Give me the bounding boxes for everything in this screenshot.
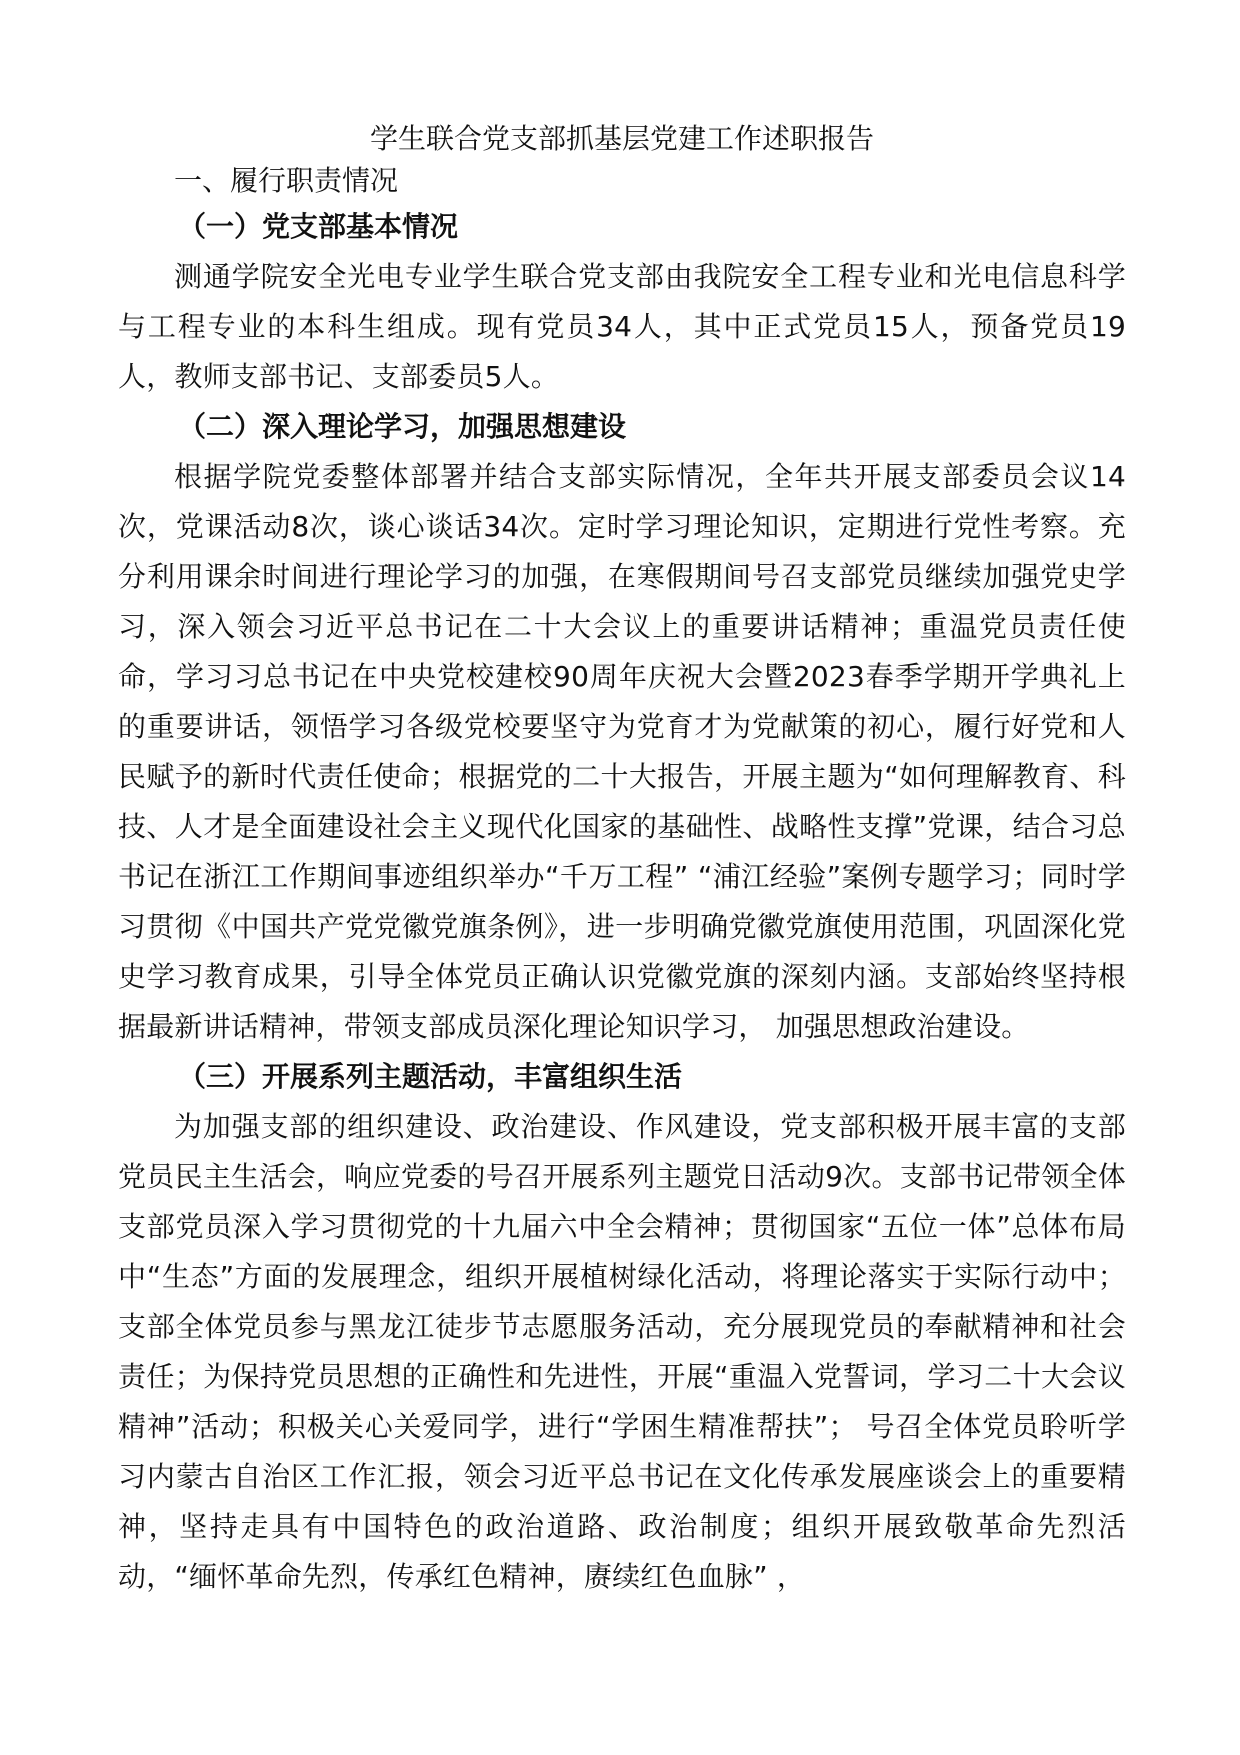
paragraph-2: 根据学院党委整体部署并结合支部实际情况，全年共开展支部委员会议14次，党课活动8次，谈心谈话34次。定时学习理论知识，定期进行党性考察。充分利用课余时间进行理论学习的加强，在寒假期间号召支部党员继续加强党史学习，深入领会习近平总书记在二十大会议上的重要讲话精神；重温党员责任使命，学习习总书记在中央党校建校90周年庆祝大会暨2023春季学期开学典礼上的重要讲话，领悟学习各级党校要坚守为党育才为党献策的初心，履行好党和人民赋予的新时代责任使命；根据党的二十大报告，开展主题为“如何理解教育、科技、人才是全面建设社会主义现代化国家的基础性、战略性支撑”党课，结合习总书记在浙江工作期间事迹组织举办“千万工程” “浦江经验”案例专题学习；同时学习贯彻《中国共产党党徽党旗条例》，进一步明确党徽党旗使用范围，巩固深化党史学习教育成果，引导全体党员正确认识党徽党旗的深刻内涵。支部始终坚持根据最新讲话精神，带领支部成员深化理论知识学习， 加强思想政治建设。: [118, 460, 1126, 1043]
paragraph-3: 为加强支部的组织建设、政治建设、作风建设，党支部积极开展丰富的支部党员民主生活会，响应党委的号召开展系列主题党日活动9次。支部书记带领全体支部党员深入学习贯彻党的十九届六中全会精神；贯彻国家“五位一体”总体布局中“生态”方面的发展理念，组织开展植树绿化活动，将理论落实于实际行动中；支部全体党员参与黑龙江徒步节志愿服务活动，充分展现党员的奉献精神和社会责任；为保持党员思想的正确性和先进性，开展“重温入党誓词，学习二十大会议精神”活动；积极关心关爱同学，进行“学困生精准帮扶”； 号召全体党员聆听学习内蒙古自治区工作汇报，领会习近平总书记在文化传承发展座谈会上的重要精神，坚持走具有中国特色的政治道路、政治制度；组织开展致敬革命先烈活动，“缅怀革命先烈，传承红色精神，赓续红色血脉” ，: [118, 1110, 1126, 1593]
document-title: 学生联合党支部抓基层党建工作述职报告: [369, 122, 874, 155]
subheading-2: （二）深入理论学习，加强思想建设: [178, 410, 627, 443]
document-page: [118, 118, 1126, 1602]
paragraph-1: 测通学院安全光电专业学生联合党支部由我院安全工程专业和光电信息科学与工程专业的本科生组成。现有党员34人，其中正式党员15人，预备党员19 人，教师支部书记、支部委员5人。: [118, 260, 1126, 393]
section-heading-1: 一、履行职责情况: [174, 164, 399, 197]
subheading-1: （一）党支部基本情况: [178, 210, 459, 243]
subheading-3: （三）开展系列主题活动，丰富组织生活: [178, 1060, 683, 1093]
